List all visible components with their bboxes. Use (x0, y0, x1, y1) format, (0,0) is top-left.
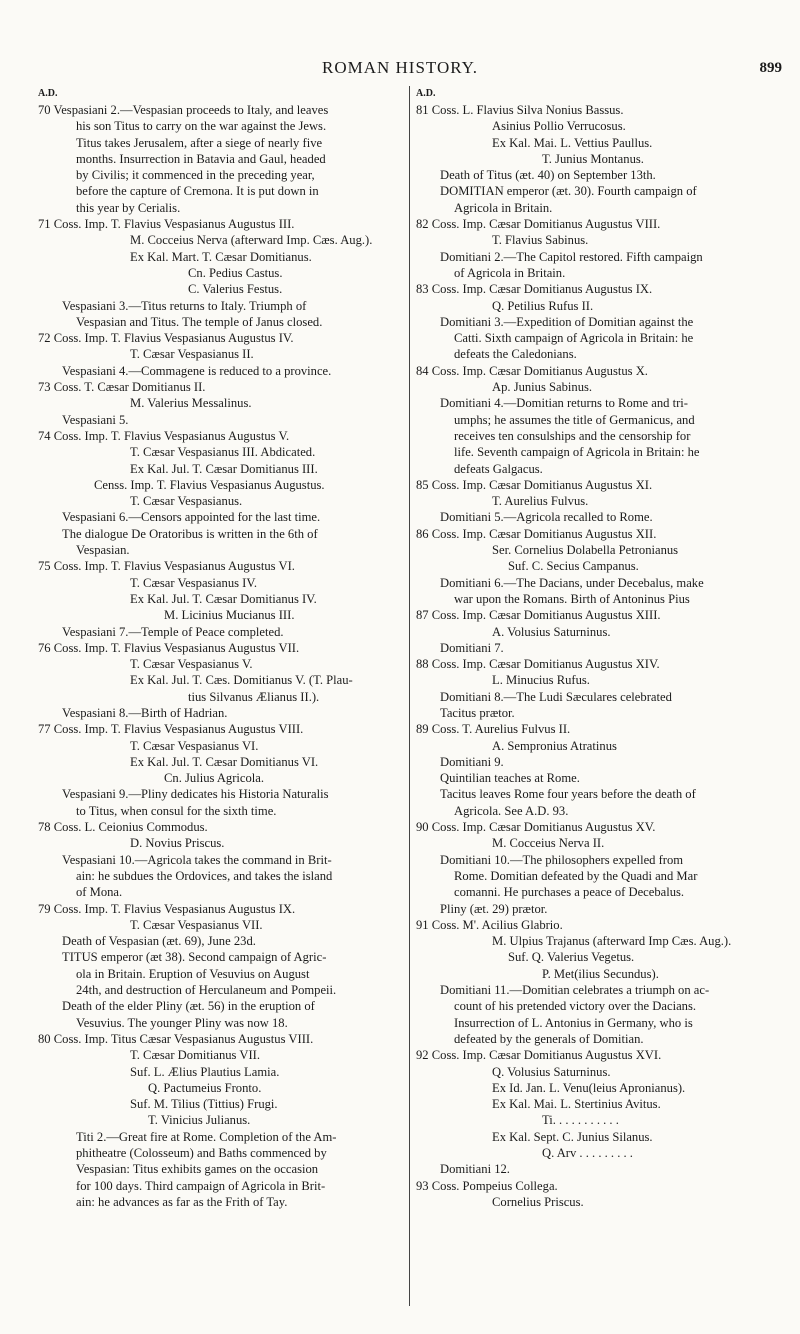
text-line: Ex Kal. Jul. T. Cæsar Domitianus IV. (130, 591, 317, 606)
text-line: T. Flavius Sabinus. (492, 233, 589, 248)
page-number: 899 (759, 60, 782, 76)
text-line: Insurrection of L. Antonius in Germany, who is (454, 1015, 693, 1030)
text-line: Ex Kal. Jul. T. Cæs. Domitianus V. (T. Plau- (130, 673, 353, 688)
text-line: M. Cocceius Nerva II. (492, 836, 605, 851)
text-line: L. Minucius Rufus. (492, 673, 590, 688)
text-line: Vespasiani 9.—Pliny dedicates his Historia Naturalis (62, 787, 329, 802)
text-line: Cn. Julius Agricola. (164, 771, 265, 786)
text-line: Ex Kal. Mai. L. Stertinius Avitus. (492, 1097, 661, 1112)
text-line: Q. Volusius Saturninus. (492, 1064, 611, 1079)
text-line: Death of Titus (æt. 40) on September 13th. (440, 168, 656, 183)
text-line: 84 Coss. Imp. Cæsar Domitianus Augustus X. (416, 363, 648, 378)
text-line: 93 Coss. Pompeius Collega. (416, 1178, 558, 1193)
text-line: Vespasian. (76, 543, 130, 558)
text-line: by Civilis; it commenced in the preceding year, (76, 168, 315, 183)
text-line: Vespasiani 3.—Titus returns to Italy. Triumph of (62, 298, 307, 313)
text-line: 90 Coss. Imp. Cæsar Domitianus Augustus XV. (416, 820, 656, 835)
text-line: DOMITIAN emperor (æt. 30). Fourth campaign of (440, 184, 697, 199)
text-line: Domitiani 6.—The Dacians, under Decebalus, make (440, 575, 704, 590)
text-line: Cn. Pedius Castus. (188, 265, 283, 280)
text-line: 70 Vespasiani 2.—Vespasian proceeds to Italy, and leaves (38, 103, 329, 117)
text-line: 75 Coss. Imp. T. Flavius Vespasianus Augustus VI. (38, 559, 295, 574)
text-line: Suf. C. Secius Campanus. (508, 559, 639, 574)
text-line: Ap. Junius Sabinus. (492, 380, 593, 395)
text-line: Ser. Cornelius Dolabella Petronianus (492, 543, 679, 558)
text-line: Vespasiani 5. (62, 412, 129, 427)
text-line: tius Silvanus Ælianus II.). (188, 689, 320, 704)
text-line: Titus takes Jerusalem, after a siege of nearly five (76, 135, 323, 150)
text-line: M. Cocceius Nerva (afterward Imp. Cæs. Aug.). (130, 233, 373, 248)
text-line: war upon the Romans. Birth of Antoninus Pius (454, 591, 690, 606)
text-line: Vespasian: Titus exhibits games on the occasion (76, 1162, 319, 1177)
left-column (38, 86, 406, 1210)
text-line: T. Cæsar Vespasianus VI. (130, 738, 259, 753)
text-line: defeats Galgacus. (454, 461, 543, 476)
text-line: Ex Id. Jan. L. Venu(leius Apronianus). (492, 1080, 686, 1095)
text-line: comanni. He purchases a peace of Decebalus. (454, 885, 685, 900)
text-line: 91 Coss. M'. Acilius Glabrio. (416, 917, 563, 932)
text-line: Domitiani 12. (440, 1162, 510, 1177)
text-line: Domitiani 2.—The Capitol restored. Fifth campaign (440, 249, 703, 264)
text-line: ola in Britain. Eruption of Vesuvius on August (76, 966, 310, 981)
page-title: ROMAN HISTORY. (321, 58, 479, 77)
text-line: ain: he subdues the Ordovices, and takes the island (76, 868, 333, 883)
text-line: 83 Coss. Imp. Cæsar Domitianus Augustus IX. (416, 282, 653, 297)
text-line: Domitiani 7. (440, 640, 504, 655)
text-line: Catti. Sixth campaign of Agricola in Britain: he (454, 331, 694, 346)
text-line: Domitiani 3.—Expedition of Domitian against the (440, 314, 694, 329)
text-line: 81 Coss. L. Flavius Silva Nonius Bassus. (416, 103, 624, 117)
text-line: P. Met(ilius Secundus). (542, 966, 659, 981)
text-line: his son Titus to carry on the war against the Jews. (76, 119, 327, 134)
text-line: Suf. L. Ælius Plautius Lamia. (130, 1064, 280, 1079)
text-line: this year by Cerialis. (76, 200, 181, 215)
text-line: Rome. Domitian defeated by the Quadi and Mar (454, 868, 698, 883)
text-line: 82 Coss. Imp. Cæsar Domitianus Augustus VIII. (416, 217, 661, 232)
text-line: Ex Kal. Sept. C. Junius Silanus. (492, 1129, 653, 1144)
text-line: Ex Kal. Jul. T. Cæsar Domitianus VI. (130, 754, 319, 769)
text-line: A. Volusius Saturninus. (492, 624, 611, 639)
text-line: Vespasiani 10.—Agricola takes the command in Brit- (62, 852, 332, 867)
text-line: 87 Coss. Imp. Cæsar Domitianus Augustus XIII. (416, 608, 661, 623)
text-line: Domitiani 11.—Domitian celebrates a triumph on ac- (440, 983, 710, 998)
text-line: The dialogue De Oratoribus is written in the 6th of (62, 526, 318, 541)
text-line: Death of the elder Pliny (æt. 56) in the eruption of (62, 999, 315, 1014)
text-line: Quintilian teaches at Rome. (440, 771, 580, 786)
text-line: D. Novius Priscus. (130, 836, 225, 851)
text-line: 86 Coss. Imp. Cæsar Domitianus Augustus XII. (416, 526, 657, 541)
text-line: 88 Coss. Imp. Cæsar Domitianus Augustus XIV. (416, 657, 660, 672)
text-line: Censs. Imp. T. Flavius Vespasianus Augustus. (94, 477, 325, 492)
text-line: Agricola. See A.D. 93. (454, 803, 569, 818)
text-line: defeated by the generals of Domitian. (454, 1031, 644, 1046)
text-line: M. Ulpius Trajanus (afterward Imp Cæs. Aug.). (492, 934, 732, 949)
text-line: T. Cæsar Vespasianus IV. (130, 575, 257, 590)
text-line: count of his pretended victory over the Dacians. (454, 999, 696, 1014)
text-line: C. Valerius Festus. (188, 282, 283, 297)
text-line: Death of Vespasian (æt. 69), June 23d. (62, 934, 256, 949)
text-line: 79 Coss. Imp. T. Flavius Vespasianus Augustus IX. (38, 901, 296, 916)
page-header (0, 58, 800, 82)
text-line: Ex Kal. Mai. L. Vettius Paullus. (492, 135, 653, 150)
text-line: 72 Coss. Imp. T. Flavius Vespasianus Augustus IV. (38, 331, 294, 346)
text-line: Vespasiani 8.—Birth of Hadrian. (62, 705, 228, 720)
text-line: 80 Coss. Imp. Titus Cæsar Vespasianus Augustus VIII. (38, 1031, 314, 1046)
text-line: Q. Pactumeius Fronto. (148, 1080, 262, 1095)
text-line: Pliny (æt. 29) prætor. (440, 901, 548, 916)
text-line: umphs; he assumes the title of Germanicus, and (454, 412, 695, 427)
text-line: Agricola in Britain. (454, 200, 553, 215)
text-line: of Agricola in Britain. (454, 265, 566, 280)
text-line: Domitiani 8.—The Ludi Sæculares celebrated (440, 689, 672, 704)
text-line: Tacitus leaves Rome four years before the death of (440, 787, 696, 802)
text-line: Asinius Pollio Verrucosus. (492, 119, 626, 134)
text-line: 85 Coss. Imp. Cæsar Domitianus Augustus XI. (416, 477, 653, 492)
text-line: Ti. . . . . . . . . . . (542, 1113, 619, 1128)
text-line: Vespasian and Titus. The temple of Janus closed. (76, 314, 323, 329)
text-line: 24th, and destruction of Herculaneum and Pompeii. (76, 983, 337, 998)
text-line: T. Vinicius Julianus. (148, 1113, 251, 1128)
text-line: phitheatre (Colosseum) and Baths commenced by (76, 1146, 327, 1160)
text-line: T. Cæsar Vespasianus V. (130, 657, 253, 672)
text-line: Vespasiani 6.—Censors appointed for the last time. (62, 510, 321, 525)
text-line: T. Cæsar Vespasianus VII. (130, 917, 263, 932)
text-line: Vesuvius. The younger Pliny was now 18. (76, 1015, 288, 1030)
text-line: 76 Coss. Imp. T. Flavius Vespasianus Augustus VII. (38, 640, 300, 655)
text-line: 92 Coss. Imp. Cæsar Domitianus Augustus XVI. (416, 1048, 662, 1063)
text-line: Domitiani 4.—Domitian returns to Rome and tri- (440, 396, 688, 411)
text-line: Domitiani 10.—The philosophers expelled from (440, 852, 684, 867)
text-line: Titi 2.—Great fire at Rome. Completion of the Am- (76, 1129, 337, 1144)
right-column (416, 86, 786, 1210)
text-line: to Titus, when consul for the sixth time. (76, 803, 277, 818)
text-line: Ex Kal. Jul. T. Cæsar Domitianus III. (130, 461, 318, 476)
text-line: M. Valerius Messalinus. (130, 396, 252, 411)
text-line: T. Cæsar Domitianus VII. (130, 1048, 261, 1063)
text-line: Vespasiani 4.—Commagene is reduced to a province. (62, 363, 332, 378)
text-line: Domitiani 9. (440, 754, 504, 769)
text-line: Suf. Q. Valerius Vegetus. (508, 950, 635, 965)
text-line: 73 Coss. T. Cæsar Domitianus II. (38, 380, 206, 395)
text-line: receives ten consulships and the censorship for (454, 428, 691, 443)
text-line: Q. Petilius Rufus II. (492, 298, 594, 313)
text-line: of Mona. (76, 885, 123, 900)
column-divider (409, 86, 410, 1306)
text-line: 74 Coss. Imp. T. Flavius Vespasianus Augustus V. (38, 428, 290, 443)
text-line: M. Licinius Mucianus III. (164, 608, 295, 623)
text-line: T. Cæsar Vespasianus II. (130, 347, 254, 362)
text-line: months. Insurrection in Batavia and Gaul, headed (76, 151, 326, 166)
ad-label-right: A.D. (416, 88, 436, 99)
text-line: ain: he advances as far as the Frith of Tay. (76, 1194, 288, 1209)
text-line: 78 Coss. L. Ceionius Commodus. (38, 820, 208, 835)
ad-label-left: A.D. (38, 88, 58, 99)
text-line: T. Cæsar Vespasianus. (130, 494, 243, 509)
text-line: Vespasiani 7.—Temple of Peace completed. (62, 624, 284, 639)
text-line: TITUS emperor (æt 38). Second campaign of Agric- (62, 950, 327, 965)
text-line: 89 Coss. T. Aurelius Fulvus II. (416, 722, 571, 737)
text-line: Ex Kal. Mart. T. Cæsar Domitianus. (130, 249, 312, 264)
text-line: Q. Arv . . . . . . . . . (542, 1146, 633, 1160)
text-line: T. Aurelius Fulvus. (492, 494, 589, 509)
text-line: T. Junius Montanus. (542, 151, 644, 166)
text-line: 77 Coss. Imp. T. Flavius Vespasianus Augustus VIII. (38, 722, 304, 737)
text-line: life. Seventh campaign of Agricola in Britain: he (454, 445, 700, 460)
text-line: A. Sempronius Atratinus (492, 738, 617, 753)
text-line: 71 Coss. Imp. T. Flavius Vespasianus Augustus III. (38, 217, 295, 232)
text-line: Tacitus prætor. (440, 705, 515, 720)
text-line: for 100 days. Third campaign of Agricola in Brit- (76, 1178, 326, 1193)
text-line: Suf. M. Tilius (Tittius) Frugi. (130, 1097, 278, 1112)
text-line: Domitiani 5.—Agricola recalled to Rome. (440, 510, 653, 525)
text-line: before the capture of Cremona. It is put down in (76, 184, 319, 199)
text-line: defeats the Caledonians. (454, 347, 577, 362)
text-line: T. Cæsar Vespasianus III. Abdicated. (130, 445, 316, 460)
text-line: Cornelius Priscus. (492, 1194, 584, 1209)
